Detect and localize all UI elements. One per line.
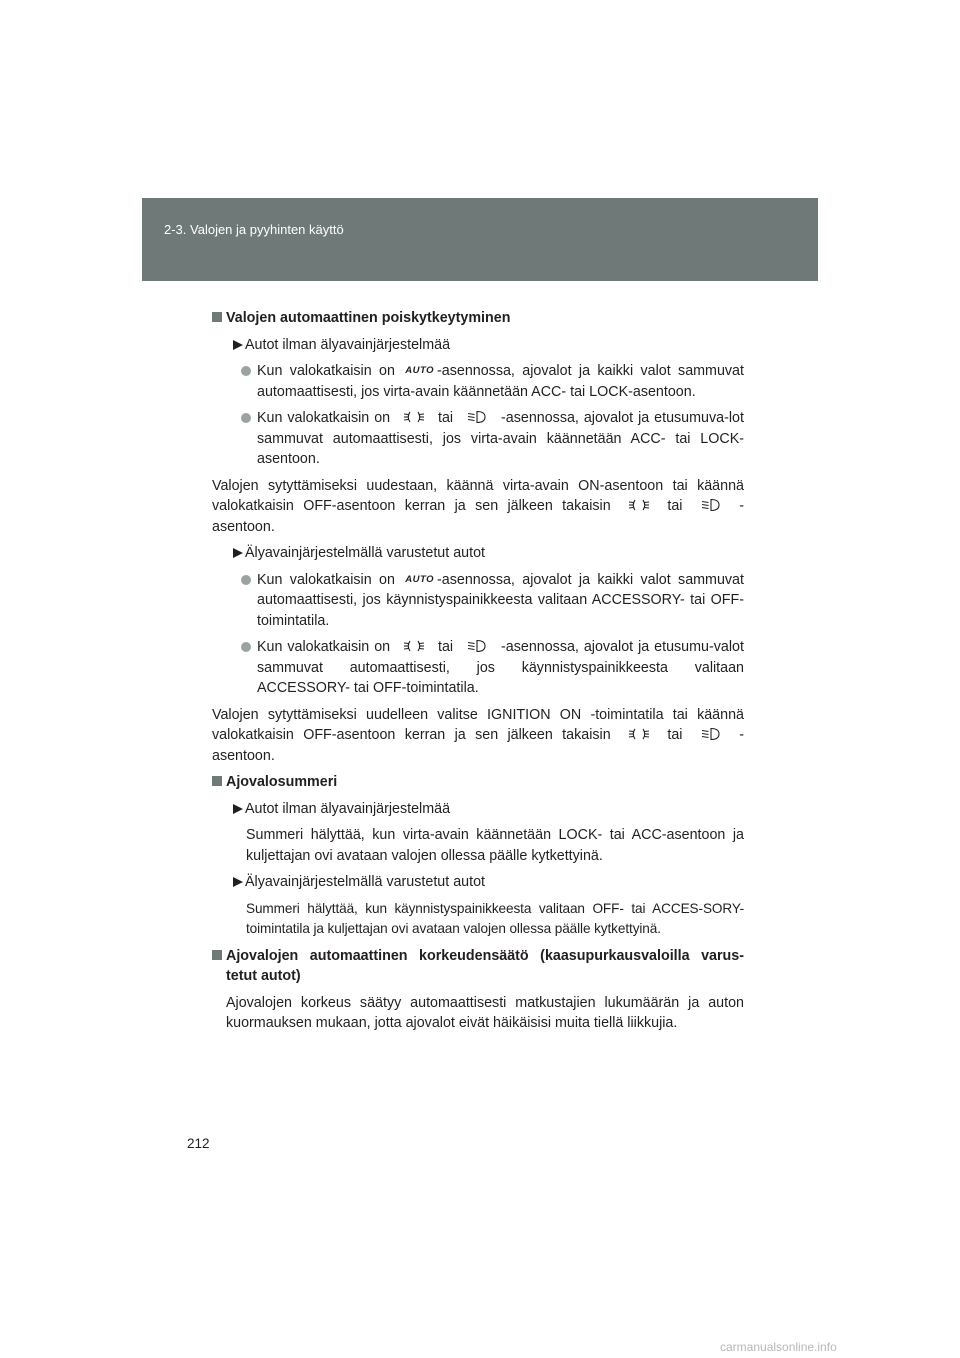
subheading: Autot ilman älyavainjärjestelmää [212,799,744,820]
paragraph: Valojen sytyttämiseksi uudelleen valitse IGNITION ON -toimintatila tai käännä valokatkaisin OFF-asentoon kerran ja sen jälkeen takaisin tai -asentoon. [212,706,744,764]
watermark: carmanualsonline.info [720,1340,837,1354]
tail-light-icon [628,498,650,512]
headlight-icon [466,639,488,653]
circle-bullet-icon [241,575,251,585]
auto-position-icon: AUTO [405,365,435,376]
headlight-icon [700,498,722,512]
tail-light-icon [403,410,425,424]
subheading: Älyavainjärjestelmällä varustetut autot [212,872,744,893]
square-bullet-icon [212,312,222,322]
paragraph: Summeri hälyttää, kun käynnistyspainikkeesta valitaan OFF- tai ACCES-SORY-toimintatila ja kuljettajan ovi avataan valojen ollessa päälle kytkettyinä. [246,900,744,936]
page-content [212,298,744,1034]
square-bullet-icon [212,950,222,960]
paragraph: Ajovalojen korkeus säätyy automaattisesti matkustajien lukumäärän ja auton kuormauksen mukaan, jotta ajovalot eivät häikäisisi muita tiellä liikkujia. [226,994,744,1031]
paragraph: Summeri hälyttää, kun virta-avain käännetään LOCK- tai ACC-asentoon ja kuljettajan ovi avataan valojen ollessa päälle kytkettyinä. [246,827,744,864]
tail-light-icon [628,727,650,741]
triangle-bullet-icon [233,340,243,350]
list-item: Kun valokatkaisin on AUTO -asennossa, ajovalot ja kaikki valot sammuvat automaattisesti, jos käynnistyspainikkeesta valitaan ACCESSORY- tai OFF-toimintatila. [212,570,744,632]
triangle-bullet-icon [233,548,243,558]
section-heading: Ajovalosummeri [212,772,744,793]
subheading: Autot ilman älyavainjärjestelmää [212,335,744,356]
tail-light-icon [403,639,425,653]
auto-position-icon: AUTO [405,573,435,585]
square-bullet-icon [212,776,222,786]
page-number: 212 [187,1136,210,1151]
section-heading: Ajovalojen automaattinen korkeudensäätö (kaasupurkausvaloilla varus-tetut autot) [212,946,744,987]
list-item: Kun valokatkaisin on AUTO -asennossa, ajovalot ja kaikki valot sammuvat automaattisesti, jos virta-avain käännetään ACC- tai LOCK-asentoon. [212,361,744,402]
list-item: Kun valokatkaisin on tai -asennossa, ajovalot ja etusumuva-lot sammuvat automaattisesti, jos virta-avain käännetään ACC- tai LOCK-asentoon. [212,408,744,470]
paragraph: Valojen sytyttämiseksi uudestaan, käännä virta-avain ON-asentoon tai käännä valokatkaisin OFF-asentoon kerran ja sen jälkeen takaisin tai -asentoon. [212,477,744,535]
list-item: Kun valokatkaisin on tai -asennossa, ajovalot ja etusumu-valot sammuvat automaattisesti, jos käynnistyspainikkeesta valitaan ACCESSORY- tai OFF-toimintatila. [212,637,744,699]
subheading: Älyavainjärjestelmällä varustetut autot [212,543,744,564]
headlight-icon [700,727,722,741]
triangle-bullet-icon [233,804,243,814]
circle-bullet-icon [241,642,251,652]
section-header [142,198,818,281]
circle-bullet-icon [241,366,251,376]
circle-bullet-icon [241,413,251,423]
headlight-icon [466,410,488,424]
section-heading: Valojen automaattinen poiskytkeytyminen [212,308,744,329]
section-title: 2-3. Valojen ja pyyhinten käyttö [164,222,344,237]
triangle-bullet-icon [233,877,243,887]
